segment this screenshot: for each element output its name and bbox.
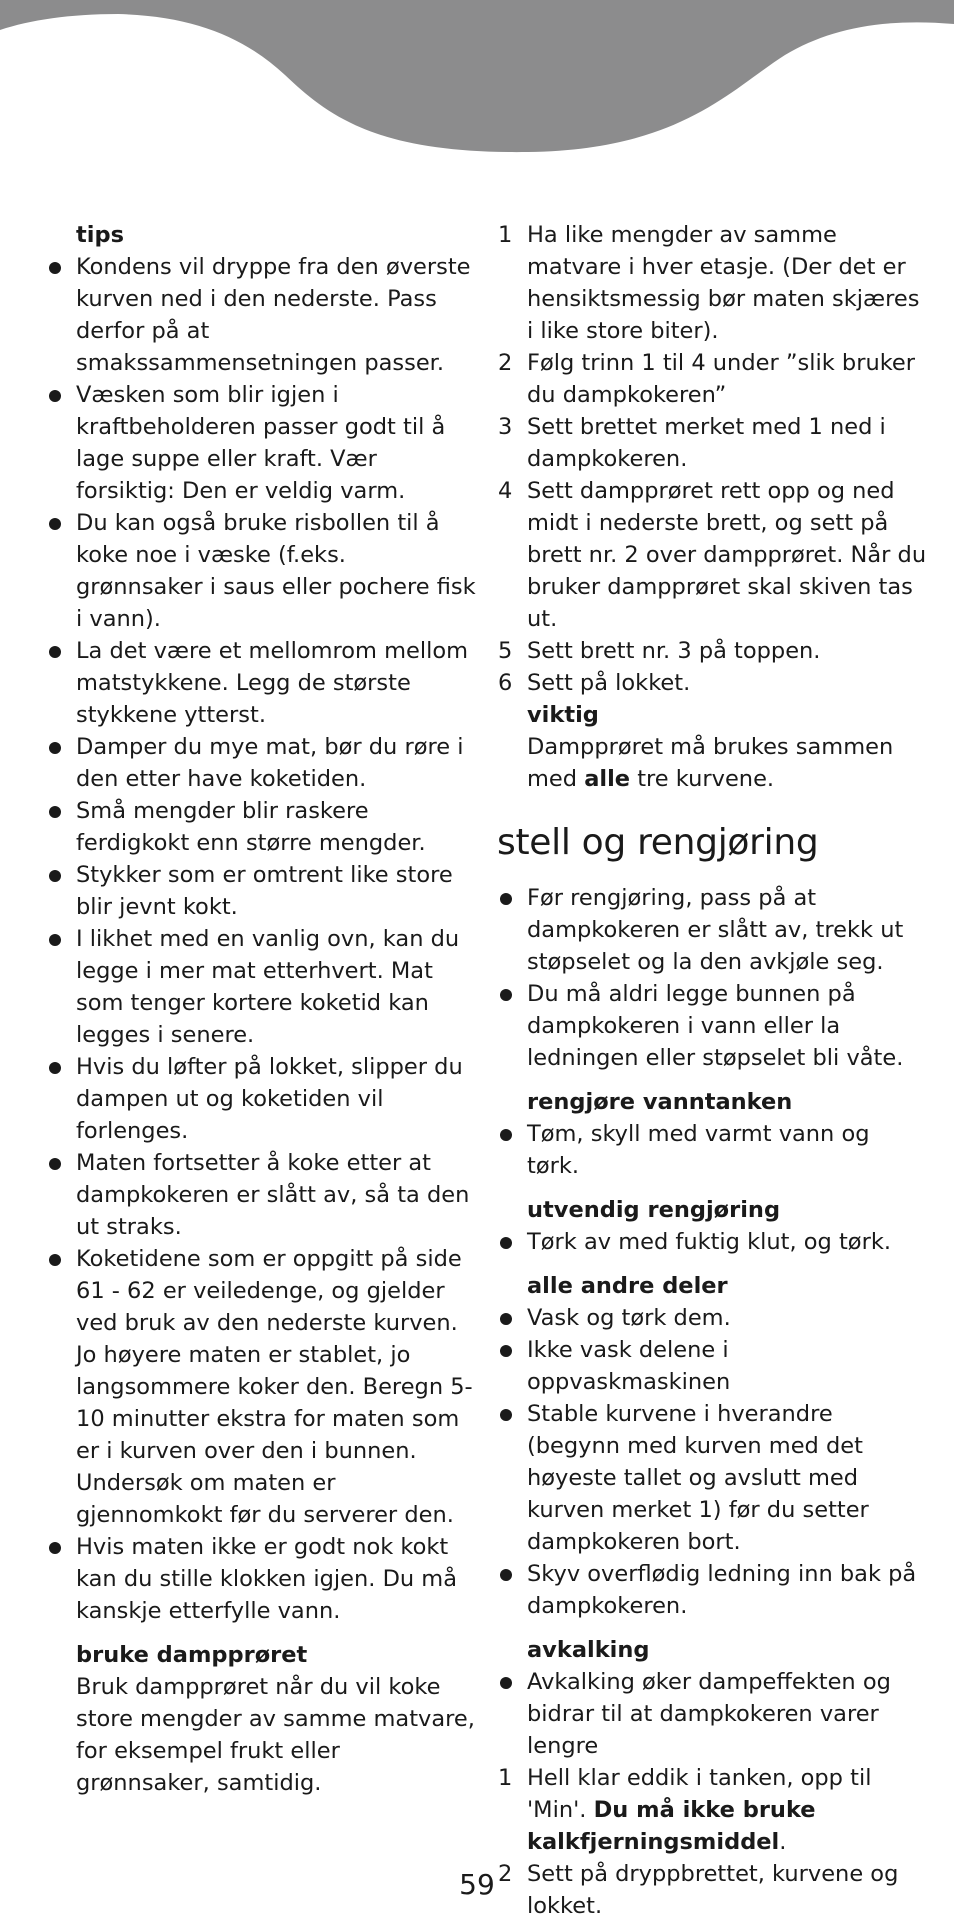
care-section-title: stell og rengjøring — [497, 822, 819, 863]
important-text — [497, 731, 927, 795]
important-heading: viktig — [527, 702, 599, 728]
tips-heading: tips — [76, 222, 124, 248]
important-text-end: tre kurvene. — [630, 766, 775, 792]
list-item: Hvis maten ikke er godt nok kokt kan du stille klokken igjen. Du må kanskje etterfylle vann. — [46, 1531, 476, 1627]
step-warning: Du må ikke bruke kalkfjerningsmiddel — [527, 1797, 816, 1855]
outside-heading: utvendig rengjøring — [527, 1197, 781, 1223]
step-number: 1 — [498, 222, 513, 248]
step-number: 2 — [498, 1861, 513, 1887]
other-parts-list — [497, 1302, 927, 1622]
list-item: Damper du mye mat, bør du røre i den etter have koketiden. — [46, 731, 476, 795]
tank-list — [497, 1118, 927, 1182]
header-wave-decoration — [0, 0, 954, 160]
step-item — [497, 347, 927, 411]
descale-step — [497, 1762, 927, 1858]
wave-shape — [0, 0, 954, 152]
list-item: Stykker som er omtrent like store blir jevnt kokt. — [46, 859, 476, 923]
list-item: La det være et mellomrom mellom matstykkene. Legg de største stykkene ytterst. — [46, 635, 476, 731]
step-item — [497, 667, 927, 699]
outside-list — [497, 1226, 927, 1258]
step-text: Følg trinn 1 til 4 under ”slik bruker du dampkokeren” — [527, 350, 916, 408]
list-item: Skyv overflødig ledning inn bak på dampkokeren. — [497, 1558, 927, 1622]
list-item: Før rengjøring, pass på at dampkokeren er slått av, trekk ut støpselet og la den avkjøle seg. — [497, 882, 927, 978]
list-item: Kondens vil dryppe fra den øverste kurven ned i den nederste. Pass derfor på at smakssammensetningen passer. — [46, 251, 476, 379]
list-item: Væsken som blir igjen i kraftbeholderen passer godt til å lage suppe eller kraft. Vær forsiktig: Den er veldig varm. — [46, 379, 476, 507]
tips-list — [46, 251, 476, 1627]
step-item — [497, 411, 927, 475]
list-item: Avkalking øker dampeffekten og bidrar til at dampkokeren varer lengre — [497, 1666, 927, 1762]
steam-tube-steps — [497, 219, 927, 699]
step-number: 5 — [498, 638, 513, 664]
step-text: Hell klar eddik i tanken, opp til 'Min'. — [527, 1765, 872, 1823]
list-item: Små mengder blir raskere ferdigkokt enn større mengder. — [46, 795, 476, 859]
step-item — [497, 475, 927, 635]
other-parts-heading: alle andre deler — [527, 1273, 728, 1299]
step-number: 3 — [498, 414, 513, 440]
list-item: Tøm, skyll med varmt vann og tørk. — [497, 1118, 927, 1182]
step-text: Sett brettet merket med 1 ned i dampkokeren. — [527, 414, 886, 472]
tank-heading: rengjøre vanntanken — [527, 1089, 793, 1115]
list-item: Du kan også bruke risbollen til å koke noe i væske (f.eks. grønnsaker i saus eller pochere fisk i vann). — [46, 507, 476, 635]
list-item: I likhet med en vanlig ovn, kan du legge i mer mat etterhvert. Mat som tenger kortere koketid kan legges i senere. — [46, 923, 476, 1051]
step-number: 2 — [498, 350, 513, 376]
step-number: 4 — [498, 478, 513, 504]
list-item: Du må aldri legge bunnen på dampkokeren i vann eller la ledningen eller støpselet bli våte. — [497, 978, 927, 1074]
important-text-start: Dampprøret må brukes sammen med — [527, 734, 894, 792]
step-item — [497, 219, 927, 347]
list-item: Tørk av med fuktig klut, og tørk. — [497, 1226, 927, 1258]
step-number: 1 — [498, 1765, 513, 1791]
important-text-bold: alle — [584, 766, 631, 792]
descale-heading: avkalking — [527, 1637, 650, 1663]
list-item: Hvis du løfter på lokket, slipper du dampen ut og koketiden vil forlenges. — [46, 1051, 476, 1147]
step-text: Sett dampprøret rett opp og ned midt i nederste brett, og sett på brett nr. 2 over dampprøret. Når du bruker dampprøret skal skiven tas ut. — [527, 478, 927, 632]
left-column — [46, 219, 476, 1799]
right-column — [497, 219, 927, 1922]
step-text: Ha like mengder av samme matvare i hver etasje. (Der det er hensiktsmessig bør maten skjæres i like store biter). — [527, 222, 920, 344]
list-item: Koketidene som er oppgitt på side 61 - 62 er veiledenge, og gjelder ved bruk av den nederste kurven. Jo høyere maten er stablet, jo langsommere koker den. Beregn 5-10 minutter ekstra for maten som er i kurven over den i bunnen. Undersøk om maten er gjennomkokt før du serverer den. — [46, 1243, 476, 1531]
page-number: 59 — [459, 1868, 495, 1901]
steam-tube-heading: bruke dampprøret — [76, 1642, 308, 1668]
step-text: Sett på lokket. — [527, 670, 691, 696]
list-item: Maten fortsetter å koke etter at dampkokeren er slått av, så ta den ut straks. — [46, 1147, 476, 1243]
list-item: Stable kurvene i hverandre (begynn med kurven med det høyeste tallet og avslutt med kurven merket 1) før du setter dampkokeren bort. — [497, 1398, 927, 1558]
list-item: Ikke vask delene i oppvaskmaskinen — [497, 1334, 927, 1398]
step-text-end: . — [779, 1829, 787, 1855]
steam-tube-text: Bruk dampprøret når du vil koke store mengder av samme matvare, for eksempel frukt eller grønnsaker, samtidig. — [76, 1674, 475, 1796]
care-list — [497, 882, 927, 1074]
step-number: 6 — [498, 670, 513, 696]
step-text: Sett på dryppbrettet, kurvene og lokket. — [527, 1861, 899, 1919]
descale-list — [497, 1666, 927, 1762]
list-item: Vask og tørk dem. — [497, 1302, 927, 1334]
step-text: Sett brett nr. 3 på toppen. — [527, 638, 821, 664]
step-item — [497, 635, 927, 667]
